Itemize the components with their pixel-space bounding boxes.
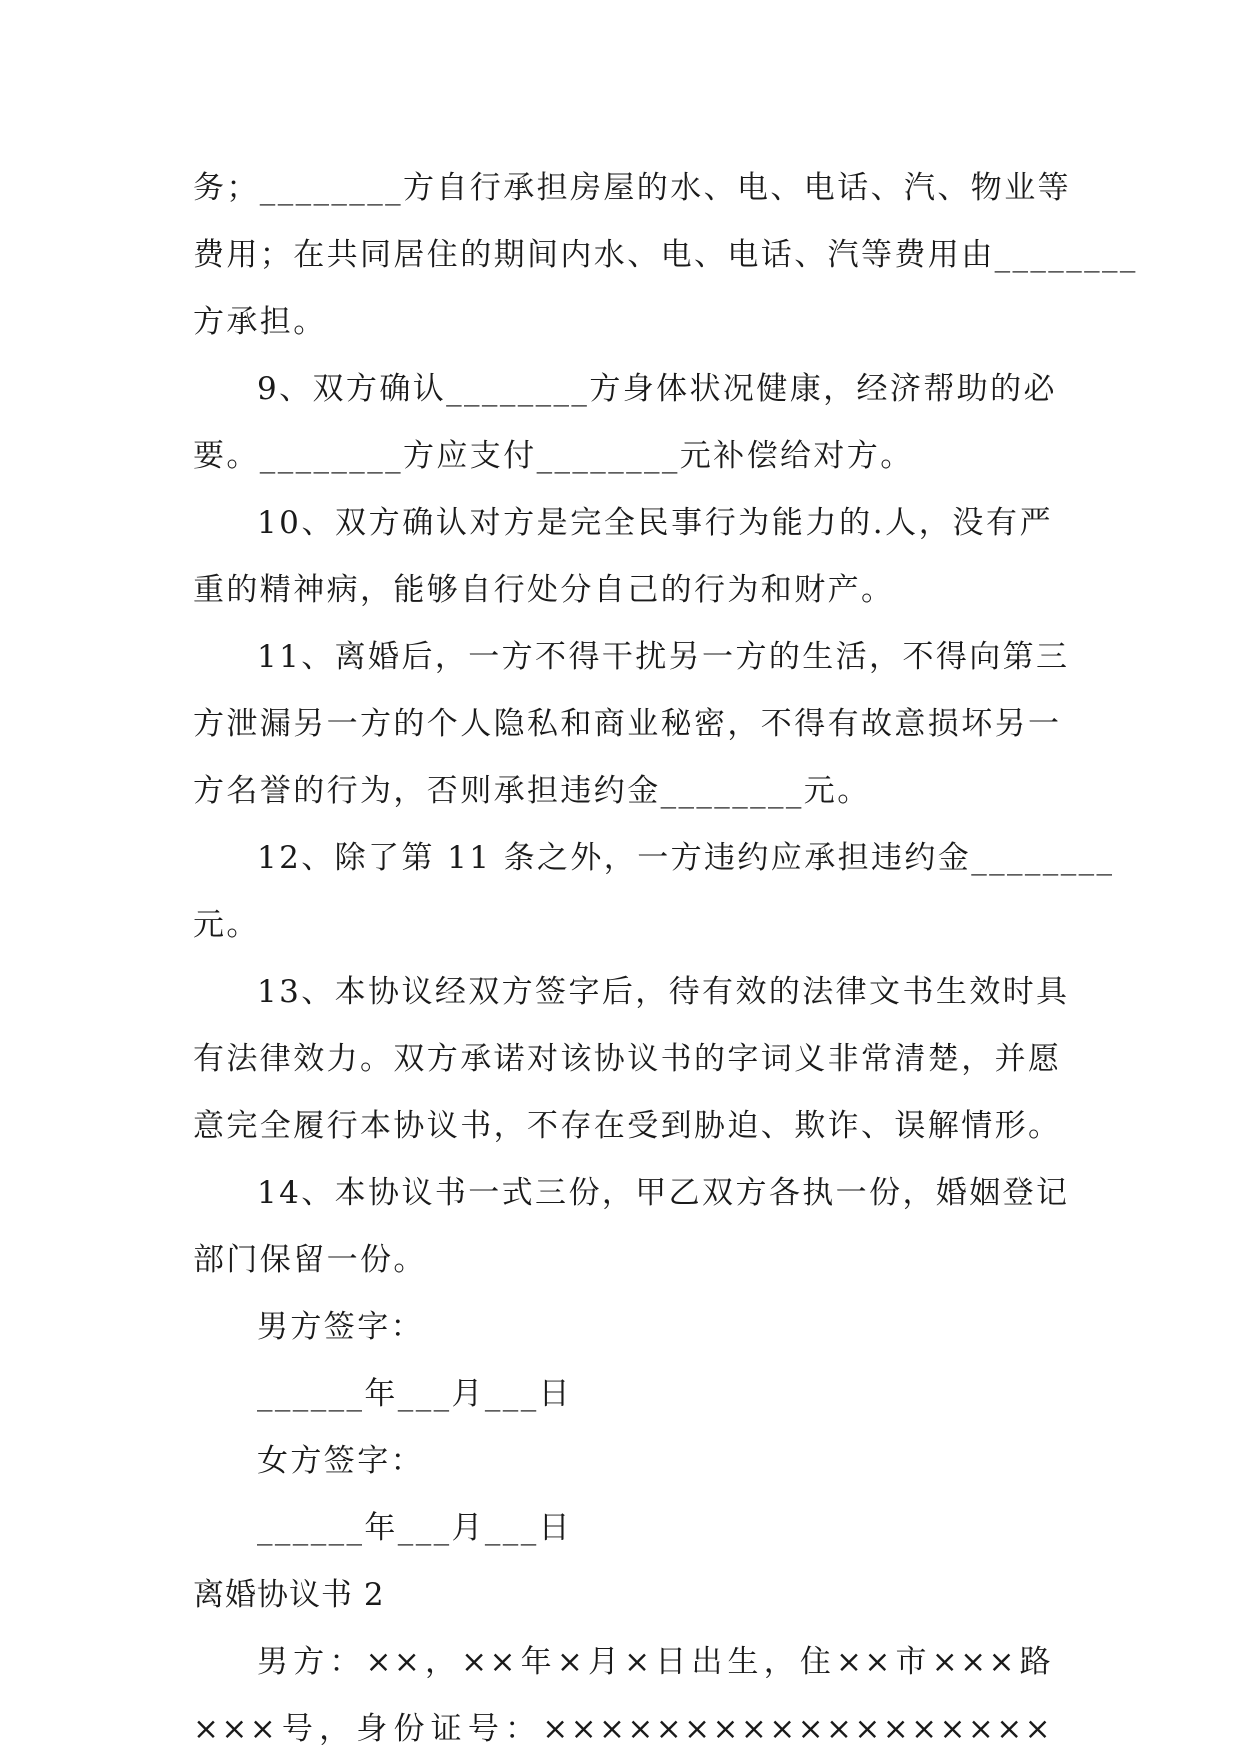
text-line: 方泄漏另一方的个人隐私和商业秘密，不得有故意损坏另一 [193,706,1062,742]
clause-10-line: 10、双方确认对方是完全民事行为能力的.人，没有严 [257,505,1053,541]
text-line: 费用；在共同居住的期间内水、电、电话、汽等费用由________ [193,237,1138,273]
clause-12-line: 12、除了第 11 条之外，一方违约应承担违约金________ [257,840,1115,876]
male-signature-label: 男方签字： [257,1309,424,1345]
text-line: 要。________方应支付________元补偿给对方。 [193,438,914,474]
clause-11-line: 11、离婚后，一方不得干扰另一方的生活，不得向第三 [257,639,1070,675]
clause-13-line: 13、本协议经双方签字后，待有效的法律文书生效时具 [257,974,1070,1010]
male-signature-date: ______年___月___日 [257,1376,572,1412]
section-heading: 离婚协议书 2 [193,1577,385,1613]
male-party-id-line: ×××号，身份证号：×××××××××××××××××× [193,1711,1053,1747]
clause-14-line: 14、本协议书一式三份，甲乙双方各执一份，婚姻登记 [257,1175,1070,1211]
text-line: 务；________方自行承担房屋的水、电、电话、汽、物业等 [193,170,1071,206]
text-line: 意完全履行本协议书，不存在受到胁迫、欺诈、误解情形。 [193,1108,1062,1144]
text-line: 元。 [193,907,260,943]
text-line: 有法律效力。双方承诺对该协议书的字词义非常清楚，并愿 [193,1041,1062,1077]
male-party-line: 男方：××，××年×月×日出生，住××市×××路 [257,1644,1053,1680]
female-signature-label: 女方签字： [257,1443,424,1479]
text-line: 方承担。 [193,304,327,340]
female-signature-date: ______年___月___日 [257,1510,572,1546]
document-page [193,155,1138,1763]
clause-9-line: 9、双方确认________方身体状况健康，经济帮助的必 [257,371,1057,407]
text-line: 部门保留一份。 [193,1242,427,1278]
text-line: 方名誉的行为，否则承担违约金________元。 [193,773,871,809]
text-line: 重的精神病，能够自行处分自己的行为和财产。 [193,572,895,608]
